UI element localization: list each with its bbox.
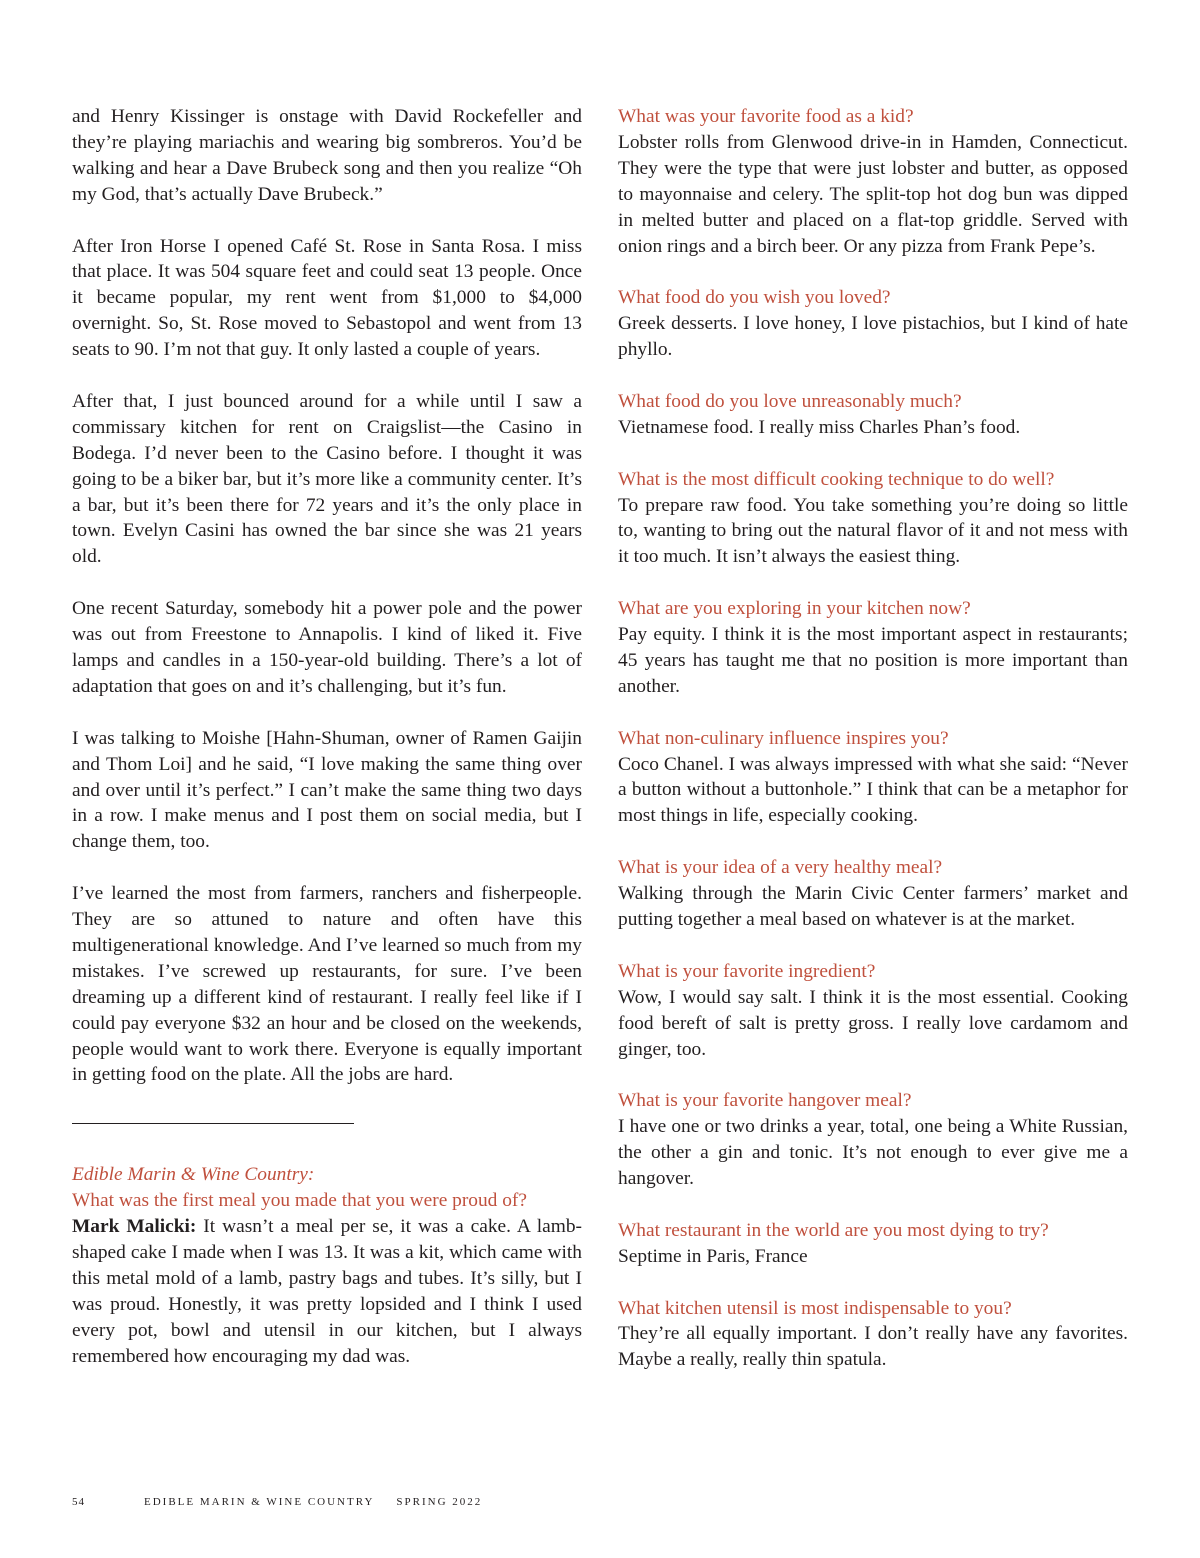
answer-text: It wasn’t a meal per se, it was a cake. A lamb-shaped cake I made when I was 13. It was a kit, which came with this metal mold of a lamb, pastry bags and tubes. It’s silly, but I was proud. Honestly, it was pretty lopsided and I think I used every pot, bowl and utensil in our kitchen, but I always remembered how encouraging my dad was.	[72, 1216, 583, 1367]
body-paragraph: I was talking to Moishe [Hahn-Shuman, owner of Ramen Gaijin and Thom Loi] and he said, “I love making the same thing over and over until it’s perfect.” I can’t make the same thing two days in a row. I make menus and I post them on social media, but I change them, too.	[72, 727, 582, 853]
interview-question: What are you exploring in your kitchen now?	[618, 598, 971, 620]
interview-question: What is the most difficult cooking technique to do well?	[618, 468, 1055, 490]
body-paragraph: and Henry Kissinger is onstage with David Rockefeller and they’re playing mariachis and wearing big sombreros. You’d be walking and hear a Dave Brubeck song and then you realize “Oh my God, that’s actually Dave Brubeck.”	[72, 106, 582, 205]
page-footer	[72, 1496, 482, 1508]
interview-answer: Greek desserts. I love honey, I love pistachios, but I kind of hate phyllo.	[618, 313, 1128, 361]
qa-item	[618, 726, 1128, 830]
interview-answer: They’re all equally important. I don’t really have any favorites. Maybe a really, really thin spatula.	[618, 1323, 1128, 1371]
qa-item	[618, 285, 1128, 363]
interview-question: What non-culinary influence inspires you?	[618, 727, 949, 749]
interview-answer: Septime in Paris, France	[618, 1245, 808, 1267]
interview-intro	[72, 1162, 582, 1369]
qa-item	[618, 104, 1128, 259]
qa-item	[618, 959, 1128, 1063]
body-paragraph: I’ve learned the most from farmers, ranchers and fisherpeople. They are so attuned to nature and often have this multigenerational knowledge. And I’ve learned so much from my mistakes. I’ve screwed up restaurants, for sure. I’ve been dreaming up a different kind of restaurant. I really feel like if I could pay everyone $32 an hour and be closed on the weekends, people would want to work there. Everyone is equally important in getting food on the plate. All the jobs are hard.	[72, 883, 582, 1086]
interview-question: What restaurant in the world are you most dying to try?	[618, 1219, 1049, 1241]
interview-question: What is your favorite ingredient?	[618, 960, 876, 982]
interview-answer: Pay equity. I think it is the most important aspect in restaurants; 45 years has taught me that no position is more important than another.	[618, 624, 1128, 697]
page-number: 54	[72, 1496, 85, 1508]
qa-item	[618, 596, 1128, 700]
interview-question: What food do you love unreasonably much?	[618, 390, 962, 412]
publication-name: EDIBLE MARIN & WINE COUNTRY	[144, 1496, 375, 1508]
right-column	[618, 104, 1128, 1373]
interview-answer: Coco Chanel. I was always impressed with what she said: “Never a button without a buttonhole.” I think that can be a metaphor for most things in life, especially cooking.	[618, 753, 1128, 827]
left-column	[72, 104, 582, 1370]
interview-answer: Vietnamese food. I really miss Charles Phan’s food.	[618, 416, 1021, 438]
body-paragraph: After that, I just bounced around for a while until I saw a commissary kitchen for rent on Craigslist—the Casino in Bodega. I’d never been to the Casino before. I thought it was going to be a biker bar, but it’s more like a community center. It’s a bar, but it’s been there for 72 years and it’s the only place in town. Evelyn Casini has owned the bar since she was 21 years old.	[72, 390, 582, 568]
interview-answer: Walking through the Marin Civic Center farmers’ market and putting together a meal based on whatever is at the market.	[618, 883, 1128, 930]
interview-answer	[72, 1214, 582, 1369]
qa-item	[618, 389, 1128, 441]
interview-question: What kitchen utensil is most indispensable to you?	[618, 1297, 1012, 1319]
interview-question: What was the first meal you made that you were proud of?	[72, 1190, 527, 1212]
interview-answer: Lobster rolls from Glenwood drive-in in Hamden, Connecticut. They were the type that were just lobster and butter, as opposed to mayonnaise and celery. The split-top hot dog bun was dipped in melted butter and placed on a flat-top griddle. Served with onion rings and a birch beer. Or any pizza from Frank Pepe’s.	[618, 131, 1128, 257]
interview-question: What food do you wish you loved?	[618, 287, 891, 309]
interview-answer: Wow, I would say salt. I think it is the most essential. Cooking food bereft of salt is pretty gross. I really love cardamom and ginger, too.	[618, 986, 1128, 1060]
issue-label: SPRING 2022	[396, 1496, 483, 1508]
qa-item	[618, 1296, 1128, 1374]
qa-item	[618, 1088, 1128, 1192]
interview-question: What was your favorite food as a kid?	[618, 106, 914, 127]
section-divider	[72, 1123, 354, 1124]
body-paragraph: One recent Saturday, somebody hit a power pole and the power was out from Freestone to Annapolis. I kind of liked it. Five lamps and candles in a 150-year-old building. There’s a lot of adaptation that goes on and it’s challenging, but it’s fun.	[72, 598, 582, 697]
interview-question: What is your favorite hangover meal?	[618, 1090, 912, 1112]
qa-item	[618, 467, 1128, 571]
interview-answer: I have one or two drinks a year, total, one being a White Russian, the other a gin and tonic. It’s not enough to ever give me a hangover.	[618, 1116, 1128, 1190]
interviewer-label: Edible Marin & Wine Country:	[72, 1164, 315, 1186]
interview-answer: To prepare raw food. You take something you’re doing so little to, wanting to bring out the natural flavor of it and not mess with it too much. It isn’t always the easiest thing.	[618, 494, 1128, 568]
qa-item	[618, 1218, 1128, 1270]
body-paragraph: After Iron Horse I opened Café St. Rose in Santa Rosa. I miss that place. It was 504 square feet and could seat 13 people. Once it became popular, my rent went from $1,000 to $4,000 overnight. So, St. Rose moved to Sebastopol and went from 13 seats to 90. I’m not that guy. It only lasted a couple of years.	[72, 235, 582, 361]
respondent-label: Mark Malicki:	[72, 1216, 197, 1238]
qa-item	[618, 855, 1128, 933]
interview-question: What is your idea of a very healthy meal?	[618, 857, 943, 879]
